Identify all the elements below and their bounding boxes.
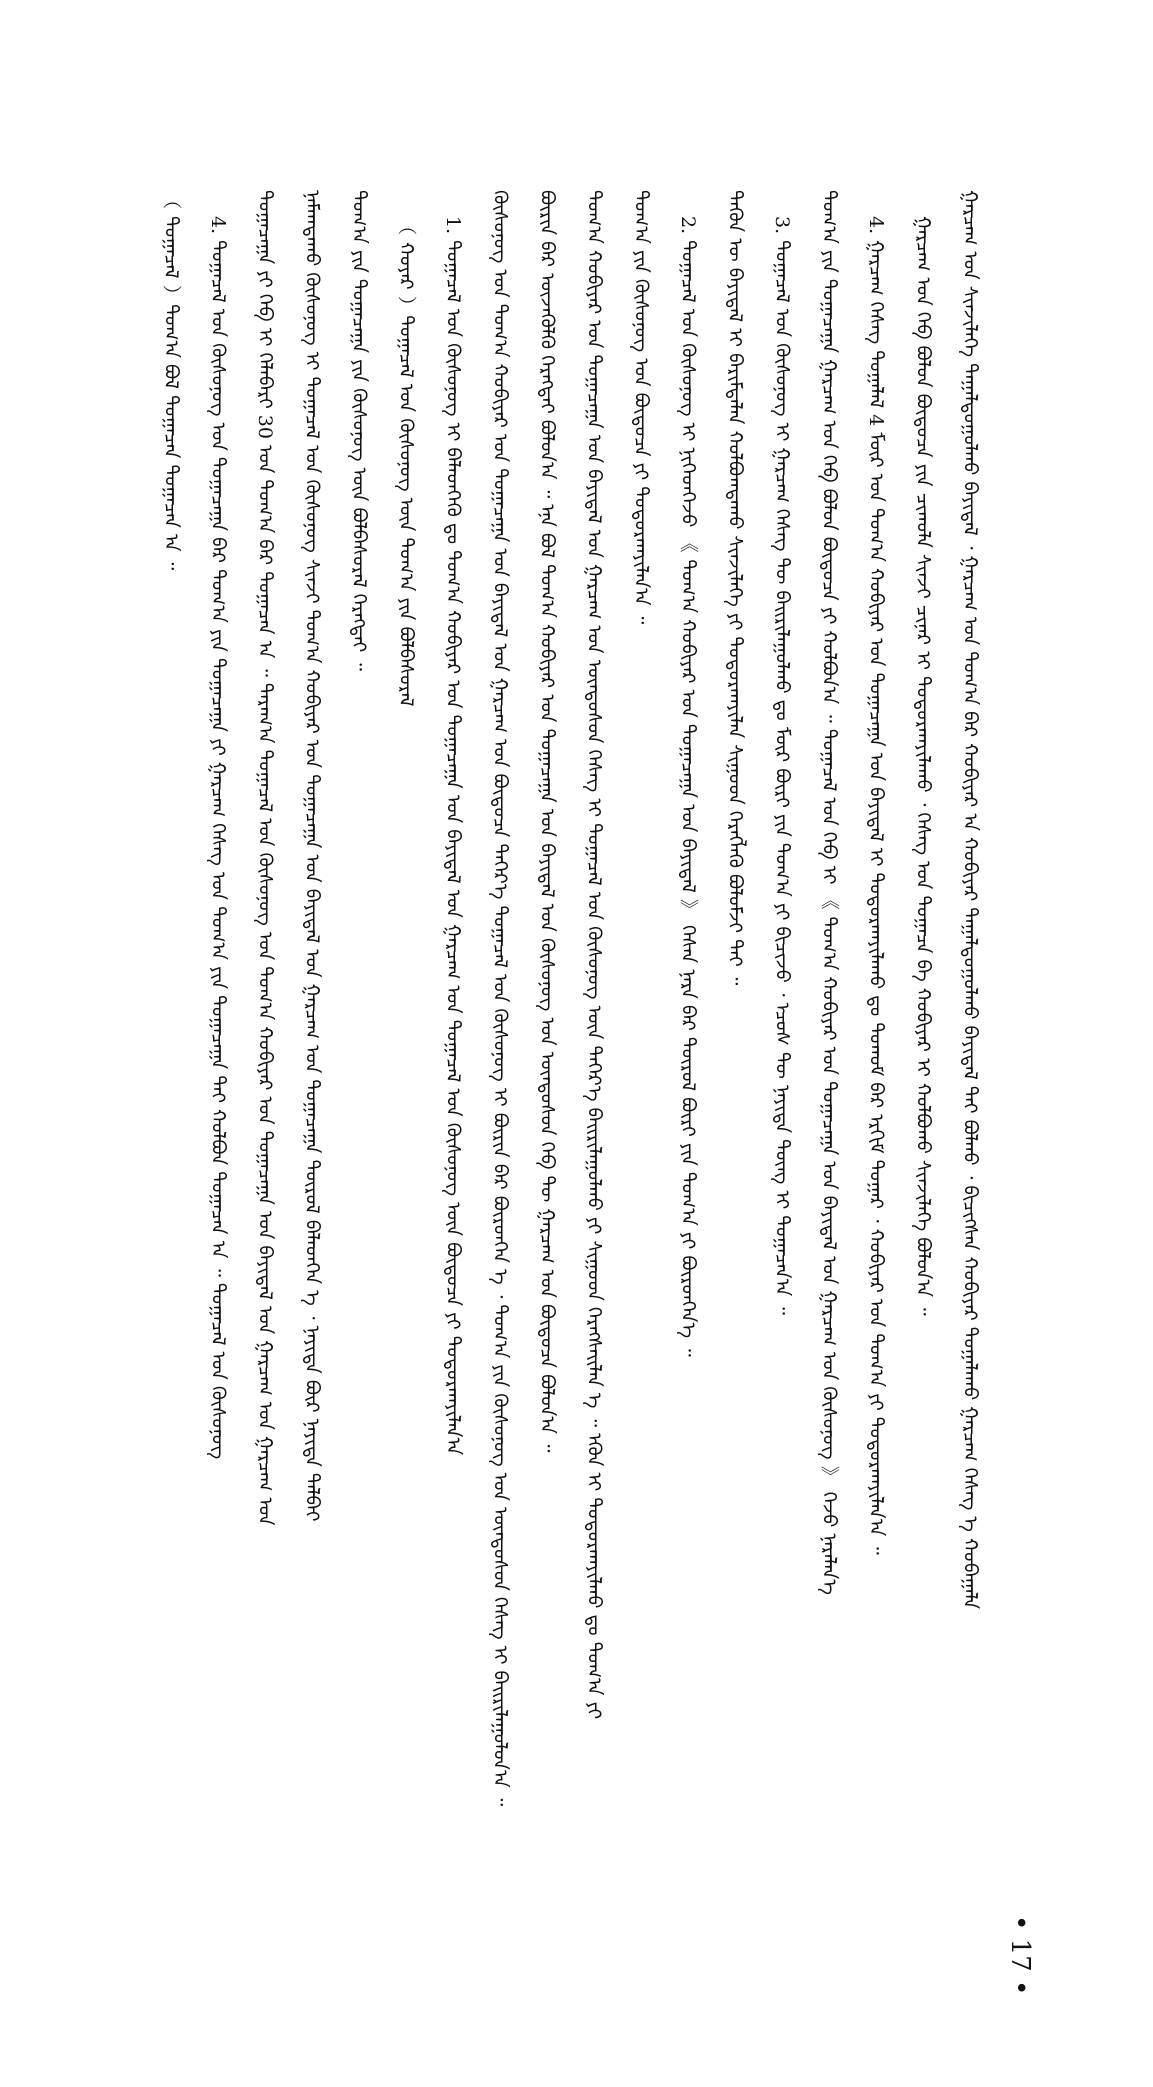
- text-line: ᠬᠦᠰᠦᠨᠦᠭ ᠤᠨ ᠲᠣᠭ᠎ᠠ ᠬᠤᠪᠢᠶᠠᠷ ᠤᠨ ᠲᠣᠭᠠᠴᠠᠭᠠ ᠤᠨ ᠪᠠᠶᠢᠳᠠᠯ ᠤᠨ ᠭᠠᠷᠴᠠᠭ ᠤᠨ ᠪᠦᠲᠦᠴᠡ ᠳᠡᠭᠡᠷ᠎ᠡ ᠲᠣᠭᠠᠴᠠᠯ ᠤᠨ ᠬᠦᠰᠦᠨᠦᠭ ᠢ ᠪᠦᠷᠢᠨ ᠪᠠᠷ ᠪᠦᠷᠳᠭᠡᠨ ᠡ ᠂ ᠲᠣᠭ᠎ᠠ ᠶᠢᠨ ᠬᠦᠰᠦᠨᠦᠭ ᠤᠨ ᠦᠨᠳᠦᠰᠦᠨ ᠬᠡᠰᠡᠭ ᠢ ᠪᠠᠢᠷᠢᠯᠠᠭᠤᠯᠤᠨ᠎ᠠ ᠃: [489, 190, 511, 1807]
- vertical-text-block: [150, 190, 990, 1910]
- text-line: ᠲᠣᠭ᠎ᠠ ᠶᠢᠨ ᠬᠦᠰᠦᠨᠦᠭ ᠤᠨ ᠪᠦᠲᠦᠴᠡ ᠶᠢ ᠲᠣᠳᠤᠷᠬᠠᠶᠢᠯᠠᠨ᠎ᠠ ᠃: [630, 190, 652, 625]
- text-line: ᠲᠣᠭ᠎ᠠ ᠬᠤᠪᠢᠶᠠᠷ ᠤᠨ ᠲᠣᠭᠠᠴᠠᠭᠠ ᠤᠨ ᠪᠠᠶᠢᠳᠠᠯ ᠤᠨ ᠭᠠᠷᠴᠠᠭ ᠤᠨ ᠦᠨᠳᠦᠰᠦᠨ ᠬᠡᠰᠡᠭ ᠢ ᠲᠣᠭᠠᠴᠠᠯ ᠤᠨ ᠬᠦᠰᠦᠨᠦᠭ ᠦᠨ ᠳᠡᠭᠡᠷ᠎ᠡ ᠪᠠᠢᠷᠢᠯᠠᠭᠤᠯᠬᠤ ᠶᠢ ᠰᠢᠭᠤᠳ ᠬᠡᠷᠡᠭᠰᠡᠢᠯᠡᠨ ᠡ ᠃ ᠡᠭᠦᠨ ᠢ ᠲᠣᠳᠤᠷᠬᠠᠶᠢᠯᠬᠤ ᠳᠤ ᠲᠣᠭ᠎ᠠ ᠶᠢ: [583, 190, 605, 1720]
- text-line: ᠭᠠᠷᠴᠠᠭ ᠤᠨ ᠬᠡᠪ ᠪᠣᠯᠤᠨ ᠪᠦᠲᠦᠴᠡ ᠶᠢᠨ ᠴᠢᠬᠤᠯᠠ ᠰᠢᠨᠵᠢ ᠴᠢᠨᠠᠷ ᠢ ᠲᠣᠳᠤᠷᠬᠠᠶᠢᠯᠠᠬᠤ ᠂ ᠬᠡᠰᠡᠭ ᠤᠨ ᠲᠣᠭᠠᠴᠠ ᠪᠠ ᠬᠤᠪᠢᠶᠠᠷ ᠢ ᠬᠣᠯᠪᠣᠬᠤ ᠰᠢᠨᠵᠢᠯᠡᠭᠡ ᠪᠣᠯᠤᠨ᠎ᠠ ᠃: [912, 216, 934, 1316]
- text-line: ᠲᠣᠭᠠᠴᠠᠭᠠ ᠶᠢ ᠬᠡᠪ ᠢ ᠬᠡᠯᠡᠪᠡᠷᠢ 30 ᠤᠨ ᠲᠣᠭ᠎ᠠ ᠪᠠᠷ ᠲᠣᠭᠠᠴᠠᠨ ᠠ ᠃ ᠳᠠᠷᠠᠭ᠎ᠠ ᠲᠣᠭᠠᠴᠠᠯ ᠤᠨ ᠬᠦᠰᠦᠨᠦᠭ ᠤᠨ ᠲᠣᠭ᠎ᠠ ᠬᠤᠪᠢᠶᠠᠷ ᠤᠨ ᠲᠣᠭᠠᠴᠠᠭᠠ ᠤᠨ ᠪᠠᠶᠢᠳᠠᠯ ᠤᠨ ᠭᠠᠷᠴᠠᠭ ᠤᠨ ᠭᠠᠷᠴᠠᠭ ᠤᠨ: [254, 190, 276, 1526]
- text-line: ᠲᠣᠭ᠎ᠠ ᠶᠢᠨ ᠲᠣᠭᠠᠴᠠᠭᠠ ᠭᠠᠷᠴᠠᠭ ᠤᠨ ᠬᠡᠪ ᠪᠣᠯᠤᠨ ᠪᠦᠲᠦᠴᠡ ᠶᠢ ᠬᠣᠯᠪᠣᠨ᠎ᠠ ᠃ ᠲᠣᠭᠠᠴᠠᠯ ᠤᠨ ᠬᠡᠪ ᠢ 《 ᠲᠣᠭ᠎ᠠ ᠬᠤᠪᠢᠶᠠᠷ ᠤᠨ ᠲᠣᠭᠠᠴᠠᠭᠠ ᠤᠨ ᠪᠠᠶᠢᠳᠠᠯ ᠤᠨ ᠭᠠᠷᠴᠠᠭ ᠤᠨ ᠬᠦᠰᠦᠨᠦᠭ 》 ᠭᠡᠵᠦ ᠨᠡᠷᠡᠯᠡᠨ᠎ᠡ: [818, 190, 840, 1595]
- text-line: （ ᠬᠣᠶᠠᠷ ）ᠲᠣᠭᠠᠴᠠᠯ ᠤᠨ ᠬᠦᠰᠦᠨᠦᠭ ᠦᠨ ᠲᠣᠭ᠎ᠠ ᠶᠢᠨ ᠪᠣᠯᠪᠠᠰᠤᠷᠠᠯ: [395, 216, 417, 707]
- text-line: ᠪᠦᠷᠢᠨ ᠪᠠᠷ ᠦᠵᠡᠭᠦᠯᠬᠦ ᠬᠡᠷᠡᠭᠲᠡᠢ ᠪᠣᠯᠤᠨ᠎ᠠ ᠃ ᠡᠨᠡ ᠪᠣᠯ ᠲᠣᠭ᠎ᠠ ᠬᠤᠪᠢᠶᠠᠷ ᠤᠨ ᠲᠣᠭᠠᠴᠠᠭᠠ ᠤᠨ ᠪᠠᠶᠢᠳᠠᠯ ᠤᠨ ᠬᠦᠰᠦᠨᠦᠭ ᠤᠨ ᠦᠨᠳᠦᠰᠦᠨ ᠬᠡᠪ ᠲᠦ ᠭᠠᠷᠴᠠᠭ ᠤᠨ ᠪᠦᠲᠦᠴᠡ ᠪᠣᠯᠤᠨ᠎ᠠ ᠃: [536, 190, 558, 1453]
- text-line: ᠲᠣᠭ᠎ᠠ ᠶᠢᠨ ᠲᠣᠭᠠᠴᠠᠭᠠ ᠶᠢᠨ ᠬᠦᠰᠦᠨᠦᠭ ᠦᠨ ᠪᠣᠯᠪᠠᠰᠤᠷᠠᠯ ᠬᠡᠷᠡᠭᠲᠡᠢ ᠃: [348, 190, 370, 671]
- text-line: 2. ᠲᠣᠭᠠᠴᠠᠯ ᠤᠨ ᠬᠦᠰᠦᠨᠦᠭ ᠢ ᠨᠢᠭᠡᠳᠬᠡᠵᠦ 《 ᠲᠣᠭ᠎ᠠ ᠬᠤᠪᠢᠶᠠᠷ ᠤᠨ ᠲᠣᠭᠠᠴᠠᠭᠠ ᠤᠨ ᠪᠠᠶᠢᠳᠠᠯ 》 ᠭᠡᠰᠡᠨ ᠨᠡᠷᠡ ᠪᠡᠷ ᠲᠦᠷᠦᠯ ᠪᠦᠷᠢ ᠶᠢᠨ ᠲᠣᠭ᠎ᠠ ᠶᠢ ᠪᠦᠷᠳᠭᠡᠨ᠎ᠡ ᠃: [677, 216, 699, 1357]
- text-line: 1. ᠲᠣᠭᠠᠴᠠᠯ ᠤᠨ ᠬᠦᠰᠦᠨᠦᠭ ᠢ ᠪᠡᠯᠡᠳᠬᠡᠬᠦ ᠳᠤ ᠲᠣᠭ᠎ᠠ ᠬᠤᠪᠢᠶᠠᠷ ᠤᠨ ᠲᠣᠭᠠᠴᠠᠭᠠ ᠤᠨ ᠪᠠᠶᠢᠳᠠᠯ ᠤᠨ ᠭᠠᠷᠴᠠᠭ ᠤᠨ ᠲᠣᠭᠠᠴᠠᠯ ᠤᠨ ᠬᠦᠰᠦᠨᠦᠭ ᠦᠨ ᠪᠦᠲᠦᠴᠡ ᠶᠢ ᠲᠣᠳᠤᠷᠬᠠᠶᠢᠯᠠᠨ᠎ᠠ: [442, 216, 464, 1456]
- text-line: ᠨᠠᠮᠠᠭᠳᠠᠬᠤ ᠬᠦᠰᠦᠨᠦᠭ ᠢ ᠲᠣᠭᠠᠴᠠᠯ ᠤᠨ ᠬᠦᠰᠦᠨᠦᠭ ᠰᠢᠨᠵᠢ ᠲᠣᠭ᠎ᠠ ᠬᠤᠪᠢᠶᠠᠷ ᠤᠨ ᠲᠣᠭᠠᠴᠠᠭᠠ ᠤᠨ ᠪᠠᠶᠢᠳᠠᠯ ᠤᠨ ᠭᠠᠷᠴᠠᠭ ᠤᠨ ᠲᠣᠭᠠᠴᠠᠭᠠ ᠲᠦᠷᠦᠯ ᠪᠡᠯᠡᠳᠬᠡᠨ ᠡ ᠂ ᠨᠡᠶᠢᠲᠡ ᠪᠦᠷ ᠨᠡᠶᠢᠲᠡ ᠳᠠᠯᠪᠠᠢ: [301, 190, 323, 1522]
- text-line: （ ᠲᠣᠭᠠᠴᠠᠯ ）ᠲᠣᠭ᠎ᠠ ᠪᠣᠯ ᠲᠣᠭᠠᠴᠠᠨ ᠲᠣᠭᠠᠴᠠᠨ ᠠ ᠃: [160, 190, 182, 571]
- text-line: 4. ᠲᠣᠭᠠᠴᠠᠯ ᠤᠨ ᠬᠦᠰᠦᠨᠦᠭ ᠤᠨ ᠲᠣᠭᠠᠴᠠᠭᠠ ᠪᠠᠷ ᠲᠣᠭ᠎ᠠ ᠶᠢᠨ ᠲᠣᠭᠠᠴᠠᠭᠠ ᠶᠢ ᠭᠠᠷᠴᠠᠭ ᠬᠡᠰᠡᠭ ᠤᠨ ᠲᠣᠭ᠎ᠠ ᠶᠢᠨ ᠲᠣᠭᠠᠴᠠᠭᠠ ᠲᠠᠢ ᠬᠣᠯᠪᠣᠨ ᠲᠣᠭᠠᠴᠠᠨ ᠠ ᠃ ᠲᠣᠭᠠᠴᠠᠯ ᠤᠨ ᠬᠦᠰᠦᠨᠦᠭ: [207, 216, 229, 1460]
- text-line: 3. ᠲᠣᠭᠠᠴᠠᠯ ᠤᠨ ᠬᠦᠰᠦᠨᠦᠭ ᠢ ᠭᠠᠷᠴᠠᠭ ᠬᠡᠰᠡᠭ ᠲᠦ ᠪᠠᠢᠷᠢᠯᠠᠭᠤᠯᠬᠤ ᠳᠤ ᠮᠥᠷ ᠪᠦᠷᠢ ᠶᠢᠨ ᠲᠣᠭ᠎ᠠ ᠶᠢ ᠪᠢᠴᠢᠵᠦ ᠂ ᠡᠴᠦᠰ ᠲᠦ ᠨᠡᠶᠢᠲᠡ ᠳᠦᠩ ᠢ ᠲᠣᠭᠠᠴᠠᠨ᠎ᠠ ᠃: [771, 216, 793, 1315]
- text-line: 4. ᠭᠠᠷᠴᠠᠭ ᠬᠡᠰᠡᠭ ᠲᠣᠭᠠᠯᠠᠯ 4 ᠮᠦᠷ ᠤᠨ ᠲᠣᠭ᠎ᠠ ᠬᠤᠪᠢᠶᠠᠷ ᠤᠨ ᠲᠣᠭᠠᠴᠠᠭᠠ ᠤᠨ ᠪᠠᠶᠢᠳᠠᠯ ᠢ ᠲᠣᠳᠤᠷᠬᠠᠶᠢᠯᠠᠬᠤ ᠳᠤ ᠳᠤᠬᠤᠮ ᠪᠡᠷ ᠡᠷᠬᠢᠮ ᠳᠤᠭᠠᠷ ᠂ ᠬᠤᠪᠢᠶᠠᠷ ᠤᠨ ᠲᠣᠭ᠎ᠠ ᠶᠢ ᠲᠣᠳᠤᠷᠬᠠᠶᠢᠯᠠᠨ᠎ᠠ ᠃: [865, 216, 887, 1555]
- text-line: ᠭᠠᠷᠴᠠᠭ ᠤᠨ ᠰᠢᠨᠵᠢᠯᠡᠭᠡ ᠳᠠᠭᠠᠯᠳᠤᠭᠤᠯᠬᠤ ᠪᠠᠶᠢᠳᠠᠯ ᠂ ᠭᠠᠷᠴᠠᠭ ᠤᠨ ᠲᠣᠭ᠎ᠠ ᠪᠠᠷ ᠬᠤᠪᠢᠶᠠᠷ ᠠ ᠬᠤᠪᠢᠶᠠᠷ ᠳᠠᠭᠠᠯᠳᠤᠭᠤᠯᠬᠤ ᠪᠠᠶᠢᠳᠠᠯ ᠲᠠᠢ ᠪᠣᠯᠬᠤ ᠂ ᠪᠢᠴᠢᠭᠰᠡᠨ ᠬᠤᠪᠢᠶᠠᠷ ᠲᠣᠭᠠᠯᠠᠬᠤ ᠭᠠᠷᠴᠠᠭ ᠬᠡᠰᠡᠭ ᠡ ᠬᠤᠪᠠᠭᠠᠯᠠ: [959, 190, 981, 1610]
- page-number: • 17 •: [1005, 1915, 1035, 1996]
- text-line: ᠲᠡᠭᠦᠨ ᠦ ᠪᠠᠶᠢᠳᠠᠯ ᠢ ᠪᠠᠷᠢᠮᠲᠠᠯᠠᠨ ᠬᠣᠯᠪᠣᠭᠳᠠᠬᠤ ᠰᠢᠨᠵᠢᠯᠡᠭᠡ ᠶᠢ ᠲᠣᠳᠤᠷᠬᠠᠶᠢᠯᠠᠨ ᠰᠢᠭᠤᠳ ᠬᠡᠷᠡᠭᠯᠡᠬᠦ ᠪᠣᠯᠤᠮᠵᠢ ᠲᠠᠢ ᠃: [724, 190, 746, 986]
